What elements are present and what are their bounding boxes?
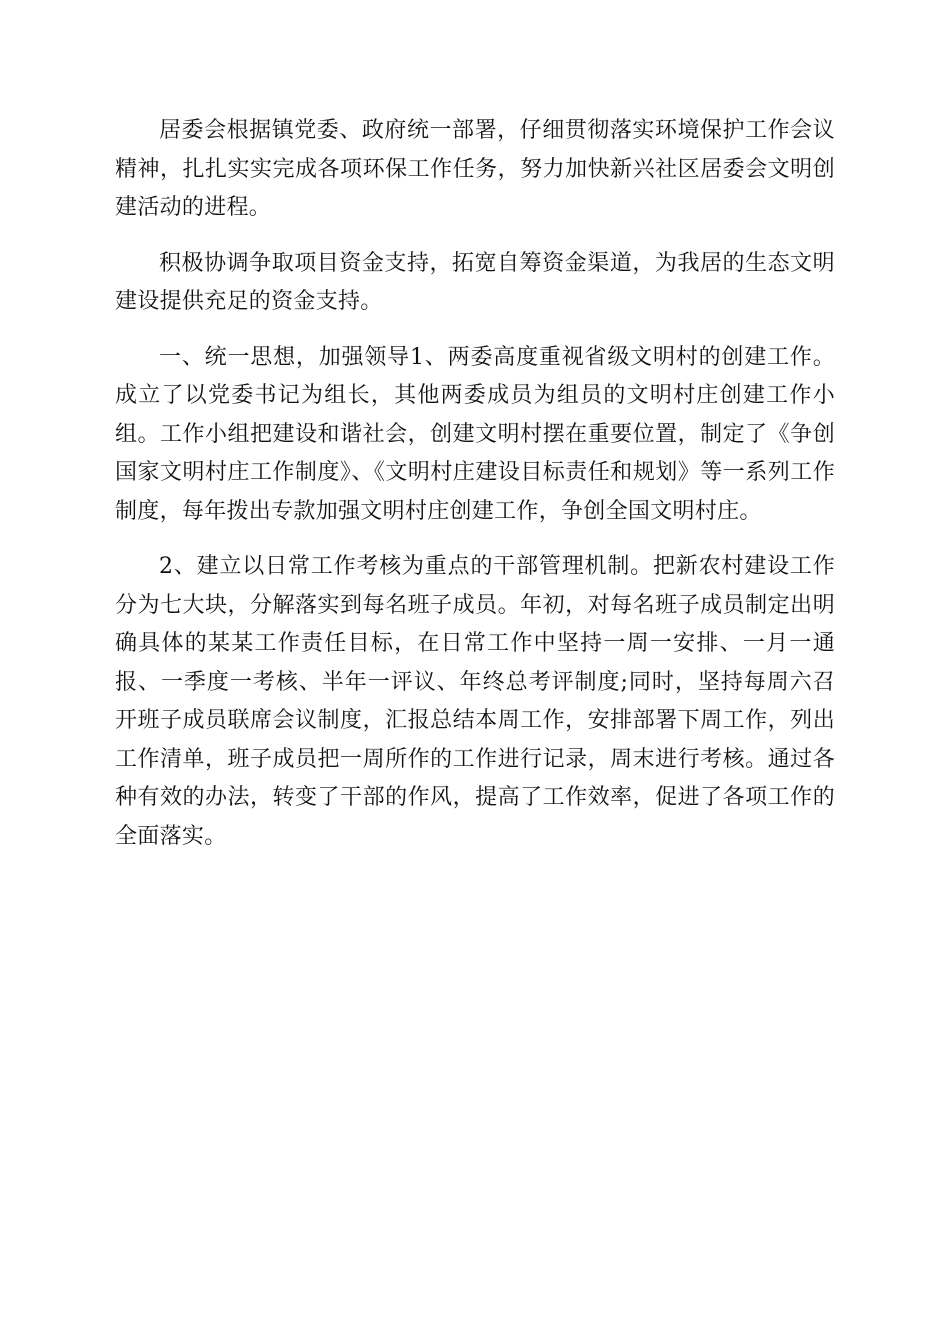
paragraph-1: 居委会根据镇党委、政府统一部署，仔细贯彻落实环境保护工作会议精神，扎扎实实完成各项环保工作任务，努力加快新兴社区居委会文明创建活动的进程。 (115, 118, 835, 220)
paragraph-4: 2、建立以日常工作考核为重点的干部管理机制。把新农村建设工作分为七大块，分解落实到每名班子成员。年初，对每名班子成员制定出明确具体的某某工作责任目标，在日常工作中坚持一周一安排、一月一通报、一季度一考核、半年一评议、年终总考评制度;同时，坚持每周六召开班子成员联席会议制度，汇报总结本周工作，安排部署下周工作，列出工作清单，班子成员把一周所作的工作进行记录，周末进行考核。通过各种有效的办法，转变了干部的作风，提高了工作效率，促进了各项工作的全面落实。 (115, 554, 835, 849)
document-body (115, 112, 835, 873)
paragraph-2: 积极协调争取项目资金支持，拓宽自筹资金渠道，为我居的生态文明建设提供充足的资金支持。 (115, 250, 835, 314)
paragraph-3: 一、统一思想，加强领导1、两委高度重视省级文明村的创建工作。成立了以党委书记为组长，其他两委成员为组员的文明村庄创建工作小组。工作小组把建设和谐社会，创建文明村摆在重要位置，制定了《争创国家文明村庄工作制度》、《文明村庄建设目标责任和规划》等一系列工作制度，每年拨出专款加强文明村庄创建工作，争创全国文明村庄。 (115, 344, 835, 524)
